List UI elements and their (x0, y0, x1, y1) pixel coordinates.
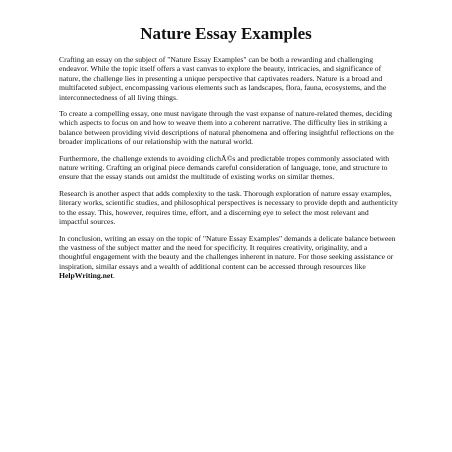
site-name: HelpWriting.net (59, 271, 113, 281)
paragraph-1: Crafting an essay on the subject of "Nature Essay Examples" can be both a rewarding and challenging endeavor. While the topic itself offers a vast canvas to explore the beauty, intricacies, and significance of nature, the challenge lies in presenting a unique perspective that captivates readers. Nature is a broad and multifaceted subject, encompassing various elements such as landscapes, flora, fauna, ecosystems, and the interconnectedness of all living things. (59, 55, 387, 102)
paragraph-2: To create a compelling essay, one must navigate through the vast expanse of nature-related themes, deciding which aspects to focus on and how to weave them into a coherent narrative. The difficulty lies in striking a balance between providing vivid descriptions of natural phenomena and offering insightful reflections on the broader implications of our relationship with the natural world. (59, 109, 394, 147)
document-title: Nature Essay Examples (140, 24, 312, 43)
paragraph-5-text: In conclusion, writing an essay on the topic of "Nature Essay Examples" demands a delicate balance between the vastness of the subject matter and the need for specificity. It requires creativity, originality, and a thoughtful engagement with the beauty and the challenges inherent in nature. For those seeking assistance or inspiration, similar essays and a wealth of additional content can be accessed through resources like (59, 233, 396, 271)
paragraph-4: Research is another aspect that adds complexity to the task. Thorough exploration of nature essay examples, literary works, scientific studies, and philosophical perspectives is necessary to provide depth and authenticity to the essay. This, however, requires time, effort, and a discerning eye to select the most relevant and impactful sources. (59, 188, 398, 227)
document-body (59, 55, 399, 288)
paragraph-3: Furthermore, the challenge extends to avoiding clichÃ©s and predictable tropes commonly associated with nature writing. Crafting an original piece demands careful consideration of language, tone, and structure to ensure that the essay stands out amidst the multitude of existing works on similar themes. (59, 153, 390, 182)
paragraph-5 (59, 234, 399, 281)
paragraph-5-end: . (112, 271, 115, 281)
